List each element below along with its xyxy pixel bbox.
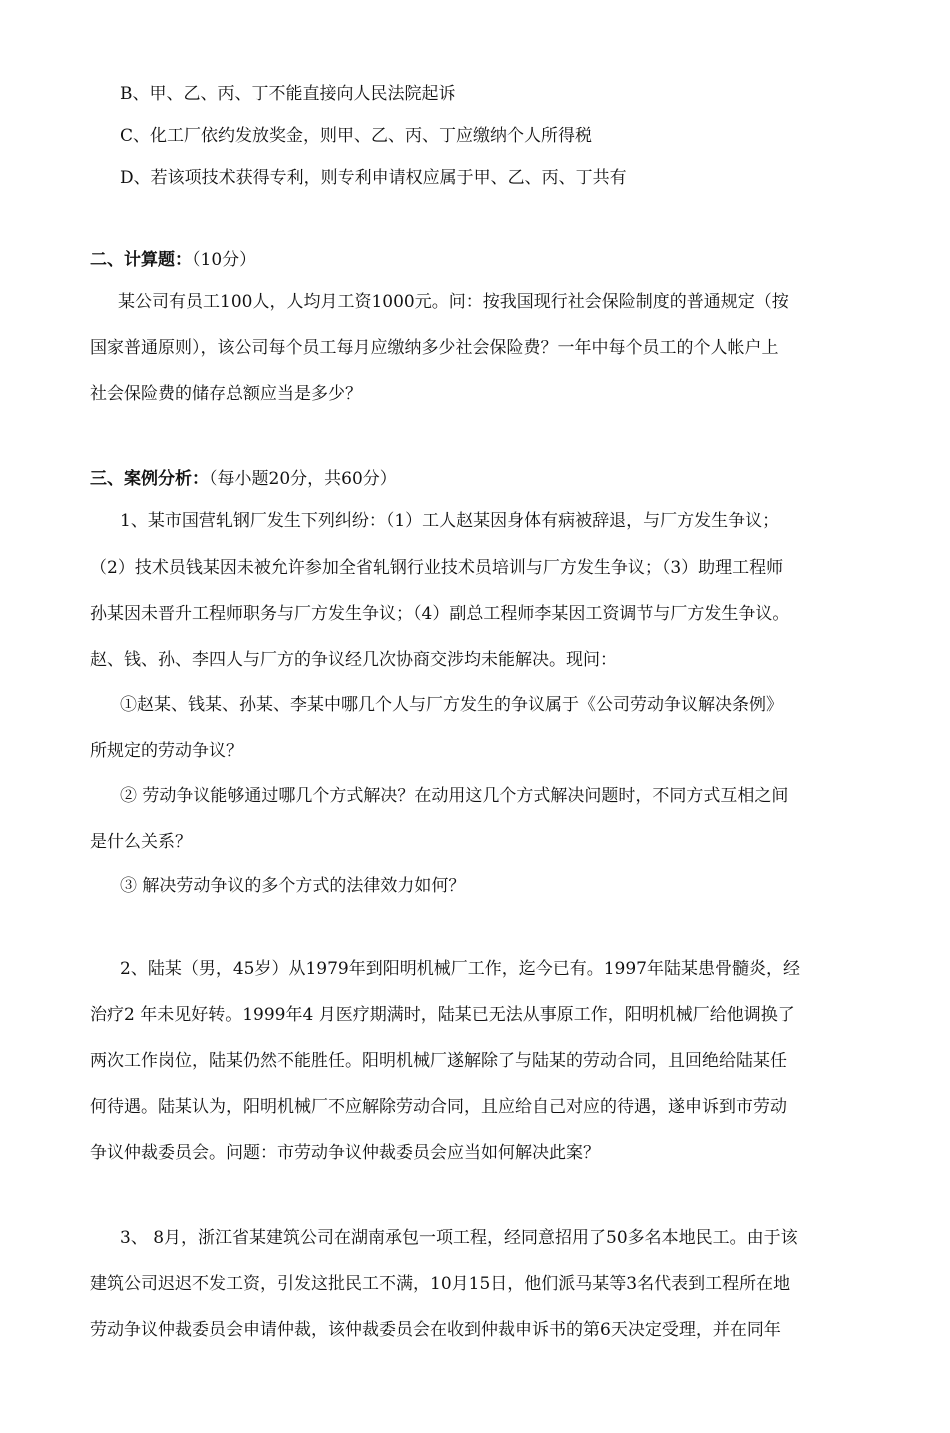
section2-line-2: 国家普通原则），该公司每个员工每月应缴纳多少社会保险费？一年中每个员工的个人帐户上 [90,338,779,358]
section2-score-note: （10分） [192,250,257,270]
section3-heading [90,467,397,491]
case1-question-2-line-1: ② 劳动争议能够通过哪几个方式解决？在动用这几个方式解决问题时，不同方式互相之间 [120,786,789,806]
case2-line-5: 争议仲裁委员会。问题：市劳动争议仲裁委员会应当如何解决此案？ [90,1143,600,1163]
section2-line-3: 社会保险费的储存总额应当是多少？ [90,384,362,404]
case1-line-1: 1、某市国营轧钢厂发生下列纠纷：（1）工人赵某因身体有病被辞退，与厂方发生争议； [120,511,780,531]
case1-line-3: 孙某因未晋升工程师职务与厂方发生争议；（4）副总工程师李某因工资调节与厂方发生争议。 [90,604,790,624]
option-c: C、化工厂依约发放奖金，则甲、乙、丙、丁应缴纳个人所得税 [120,126,593,146]
case1-line-2: （2）技术员钱某因未被允许参加全省轧钢行业技术员培训与厂方发生争议；（3）助理工程师 [90,558,784,578]
section2-line-1: 某公司有员工100人，人均月工资1000元。问：按我国现行社会保险制度的普通规定（按 [118,292,789,312]
case1-line-4: 赵、钱、孙、李四人与厂方的争议经几次协商交涉均未能解决。现问： [90,650,617,670]
case1-question-2-line-2: 是什么关系？ [90,832,192,852]
section2-heading [90,248,256,272]
case3-line-2: 建筑公司迟迟不发工资，引发这批民工不满，10月15日，他们派马某等3名代表到工程所在地 [90,1274,791,1294]
case3-line-3: 劳动争议仲裁委员会申请仲裁，该仲裁委员会在收到仲裁申诉书的第6天决定受理，并在同年 [90,1320,781,1340]
case2-line-3: 两次工作岗位，陆某仍然不能胜任。阳明机械厂遂解除了与陆某的劳动合同，且回绝给陆某任 [90,1051,787,1071]
case1-question-3: ③ 解决劳动争议的多个方式的法律效力如何？ [120,876,466,896]
case2-line-1: 2、陆某（男，45岁）从1979年到阳明机械厂工作，迄今已有。1997年陆某患骨髓炎，经 [120,959,800,979]
option-b: B、甲、乙、丙、丁不能直接向人民法院起诉 [120,84,456,104]
case3-line-1: 3、 8月，浙江省某建筑公司在湖南承包一项工程，经同意招用了50多名本地民工。由于该 [120,1228,798,1248]
case1-question-1-line-1: ①赵某、钱某、孙某、李某中哪几个人与厂方发生的争议属于《公司劳动争议解决条例》 [120,695,783,715]
case2-line-2: 治疗2 年未见好转。1999年4 月医疗期满时，陆某已无法从事原工作，阳明机械厂给他调换了 [90,1005,795,1025]
section3-score-note: （每小题20分，共60分） [209,469,397,489]
case2-line-4: 何待遇。陆某认为，阳明机械厂不应解除劳动合同，且应给自己对应的待遇，遂申诉到市劳动 [90,1097,787,1117]
case1-question-1-line-2: 所规定的劳动争议？ [90,741,243,761]
option-d: D、若该项技术获得专利，则专利申请权应属于甲、乙、丙、丁共有 [120,168,627,188]
section3-title: 三、案例分析： [90,469,209,489]
section2-title: 二、计算题： [90,250,192,270]
